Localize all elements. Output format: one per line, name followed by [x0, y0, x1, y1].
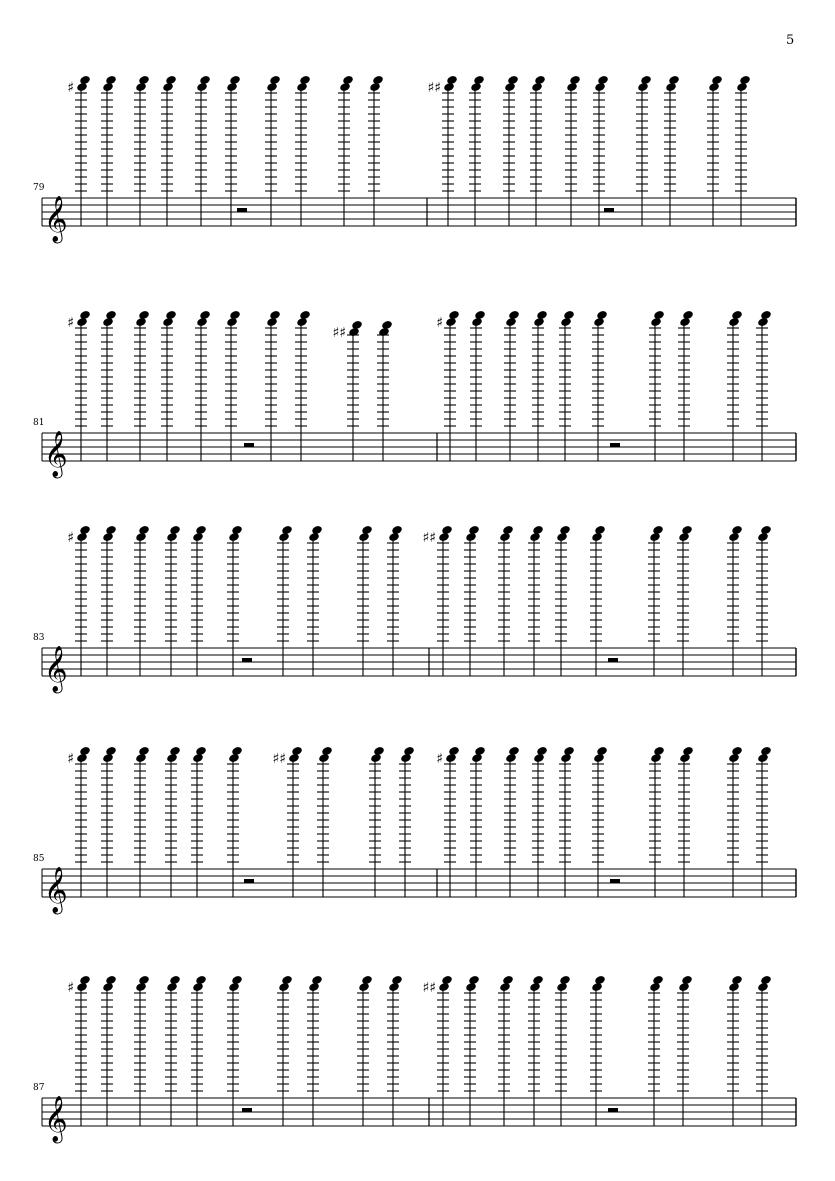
- sharp-accidental: ♯♯: [422, 530, 436, 546]
- chord: [277, 975, 293, 1126]
- chord: [464, 975, 480, 1126]
- half-rest: [604, 208, 614, 212]
- chord: [195, 310, 211, 461]
- chord: [67, 975, 91, 1126]
- staff-system: [33, 975, 796, 1144]
- chord: [636, 75, 652, 226]
- sharp-accidental: ♯: [67, 315, 74, 331]
- chord: [756, 525, 772, 676]
- chord: [369, 746, 385, 897]
- chord: [134, 310, 150, 461]
- chord: [528, 525, 544, 676]
- chord: [648, 975, 664, 1126]
- chord: [225, 310, 241, 461]
- sharp-accidental: ♯♯: [427, 80, 441, 96]
- staff-system: [33, 75, 796, 244]
- chord: [469, 75, 485, 226]
- chord: [464, 525, 480, 676]
- chord: [101, 975, 117, 1126]
- sharp-accidental: ♯: [67, 751, 74, 767]
- measure-number: 87: [33, 1083, 45, 1093]
- chord: [67, 310, 91, 461]
- chord: [272, 746, 303, 897]
- chord: [532, 746, 548, 897]
- sharp-accidental: ♯♯: [422, 980, 436, 996]
- chord: [648, 525, 664, 676]
- chord: [498, 525, 514, 676]
- chord: [195, 75, 211, 226]
- chord: [727, 975, 743, 1126]
- sharp-accidental: ♯: [436, 751, 443, 767]
- chord: [756, 746, 772, 897]
- chord: [503, 75, 519, 226]
- chord: [504, 310, 520, 461]
- chord: [504, 746, 520, 897]
- chord: [590, 975, 606, 1126]
- chord: [101, 75, 117, 226]
- half-rest: [244, 443, 254, 447]
- chord: [387, 975, 403, 1126]
- chord: [555, 525, 571, 676]
- chord: [756, 975, 772, 1126]
- page-number: 5: [786, 33, 795, 48]
- treble-clef-icon: 𝄞: [44, 431, 68, 477]
- half-rest: [242, 1108, 252, 1112]
- treble-clef-icon: 𝄞: [44, 1096, 68, 1142]
- chord: [295, 310, 311, 461]
- chord: [357, 525, 373, 676]
- chord: [165, 975, 181, 1126]
- chord: [592, 746, 608, 897]
- sharp-accidental: ♯: [436, 315, 443, 331]
- half-rest: [610, 443, 620, 447]
- chord: [677, 975, 693, 1126]
- chord: [399, 746, 415, 897]
- chord: [227, 975, 243, 1126]
- chord: [134, 746, 150, 897]
- chord: [727, 310, 743, 461]
- chord: [387, 525, 403, 676]
- half-rest: [608, 658, 618, 662]
- chord: [555, 975, 571, 1126]
- chord: [436, 310, 460, 461]
- chord: [368, 75, 384, 226]
- chord: [307, 525, 323, 676]
- chord: [470, 310, 486, 461]
- chord: [664, 75, 680, 226]
- chord: [593, 75, 609, 226]
- chord: [307, 975, 323, 1126]
- staff-system: [33, 746, 796, 915]
- chord: [134, 975, 150, 1126]
- chord: [678, 310, 694, 461]
- measure-number: 81: [33, 418, 45, 428]
- sharp-accidental: ♯♯: [272, 751, 286, 767]
- chord: [707, 75, 723, 226]
- chord: [565, 75, 581, 226]
- chord: [498, 975, 514, 1126]
- chord: [590, 525, 606, 676]
- half-rest: [237, 208, 247, 212]
- chord: [678, 746, 694, 897]
- measure-number: 85: [33, 854, 45, 864]
- chord: [727, 525, 743, 676]
- measure-number: 79: [33, 183, 45, 193]
- treble-clef-icon: 𝄞: [44, 867, 68, 913]
- chord: [649, 746, 665, 897]
- staff-system: [33, 310, 796, 479]
- treble-clef-icon: 𝄞: [44, 196, 68, 242]
- measure-number: 83: [33, 633, 45, 643]
- chord: [225, 75, 241, 226]
- chord: [101, 525, 117, 676]
- chord: [101, 310, 117, 461]
- chord: [191, 746, 207, 897]
- chord: [317, 746, 333, 897]
- chord: [592, 310, 608, 461]
- sharp-accidental: ♯: [67, 80, 74, 96]
- treble-clef-icon: 𝄞: [44, 646, 68, 692]
- chord: [357, 975, 373, 1126]
- chord: [295, 75, 311, 226]
- chord: [470, 746, 486, 897]
- half-rest: [608, 1108, 618, 1112]
- sharp-accidental: ♯: [67, 980, 74, 996]
- half-rest: [242, 658, 252, 662]
- chord: [165, 746, 181, 897]
- half-rest: [244, 879, 254, 883]
- chord: [67, 746, 91, 897]
- chord: [101, 746, 117, 897]
- chord: [649, 310, 665, 461]
- staff-system: [33, 525, 796, 694]
- chord: [265, 75, 281, 226]
- chord: [338, 75, 354, 226]
- chord: [427, 75, 458, 226]
- chord: [191, 975, 207, 1126]
- chord: [134, 525, 150, 676]
- chord: [727, 746, 743, 897]
- chord: [161, 75, 177, 226]
- chord: [134, 75, 150, 226]
- chord: [422, 525, 453, 676]
- chord: [161, 310, 177, 461]
- chord: [227, 746, 243, 897]
- chord: [227, 525, 243, 676]
- chord: [532, 310, 548, 461]
- chord: [277, 525, 293, 676]
- chord: [559, 746, 575, 897]
- chord: [422, 975, 453, 1126]
- chord: [436, 746, 460, 897]
- chord: [756, 310, 772, 461]
- chord: [265, 310, 281, 461]
- chord: [677, 525, 693, 676]
- chord: [735, 75, 751, 226]
- chord: [559, 310, 575, 461]
- chord: [528, 975, 544, 1126]
- chord: [67, 525, 91, 676]
- sharp-accidental: ♯: [67, 530, 74, 546]
- chord: [530, 75, 546, 226]
- chord: [67, 75, 91, 226]
- half-rest: [610, 879, 620, 883]
- sharp-accidental: ♯♯: [332, 325, 346, 341]
- chord: [191, 525, 207, 676]
- chord: [165, 525, 181, 676]
